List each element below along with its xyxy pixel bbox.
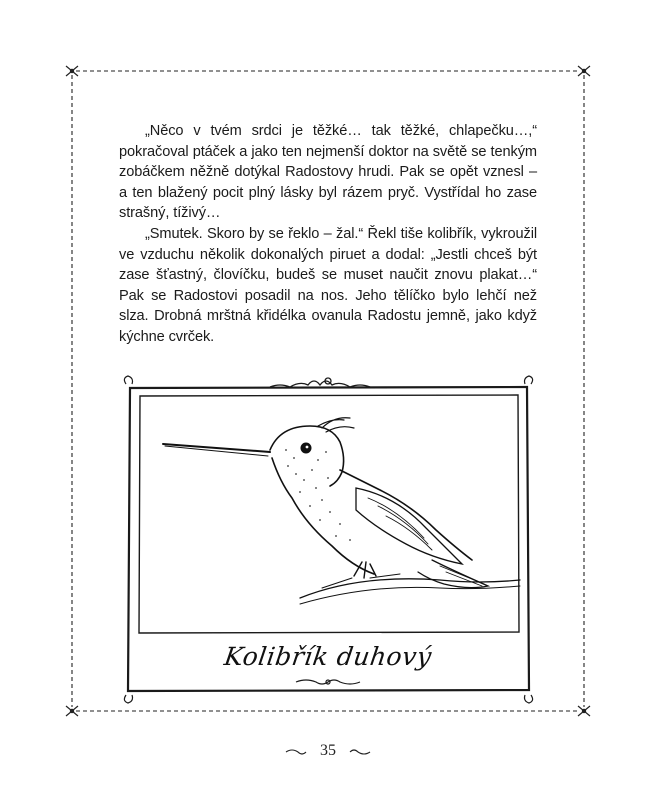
story-text (119, 121, 537, 348)
caption-flourish-icon (296, 680, 360, 684)
illustration-caption: Kolibřík duhový (222, 642, 434, 671)
hummingbird-illustration (163, 418, 520, 604)
corner-ornament-icon (578, 66, 590, 76)
frame-top-ornament-icon (270, 378, 370, 387)
paragraph: „Smutek. Skoro by se řeklo – žal.“ Řekl tiše kolibřík, vykroužil ve vzduchu několik dokonalých piruet a dodal: „Jestli chceš být zase šťastný, človíčku, budeš se muset naučit znovu plakat…“ Pak se Radostovi posadil na nos. Jeho tělíčko bylo lehčí než slza. Drobná mrštná křidélka ovanula Radostu jemně, jako když kýchne cvrček. (119, 225, 537, 345)
page-number: 35 (320, 742, 336, 759)
corner-ornament-icon (578, 706, 590, 716)
paragraph: „Něco v tvém srdci je těžké… tak těžké, chlapečku…,“ pokračoval ptáček a jako ten nejmenší doktor na světě se tenkým zobáčkem něžně dotýkal Radostovy hrudi. Pak se opět vznesl – a ten blažený pocit plný lásky byl rázem pryč. Vystřídal ho zase strašný, tíživý… (119, 123, 537, 222)
